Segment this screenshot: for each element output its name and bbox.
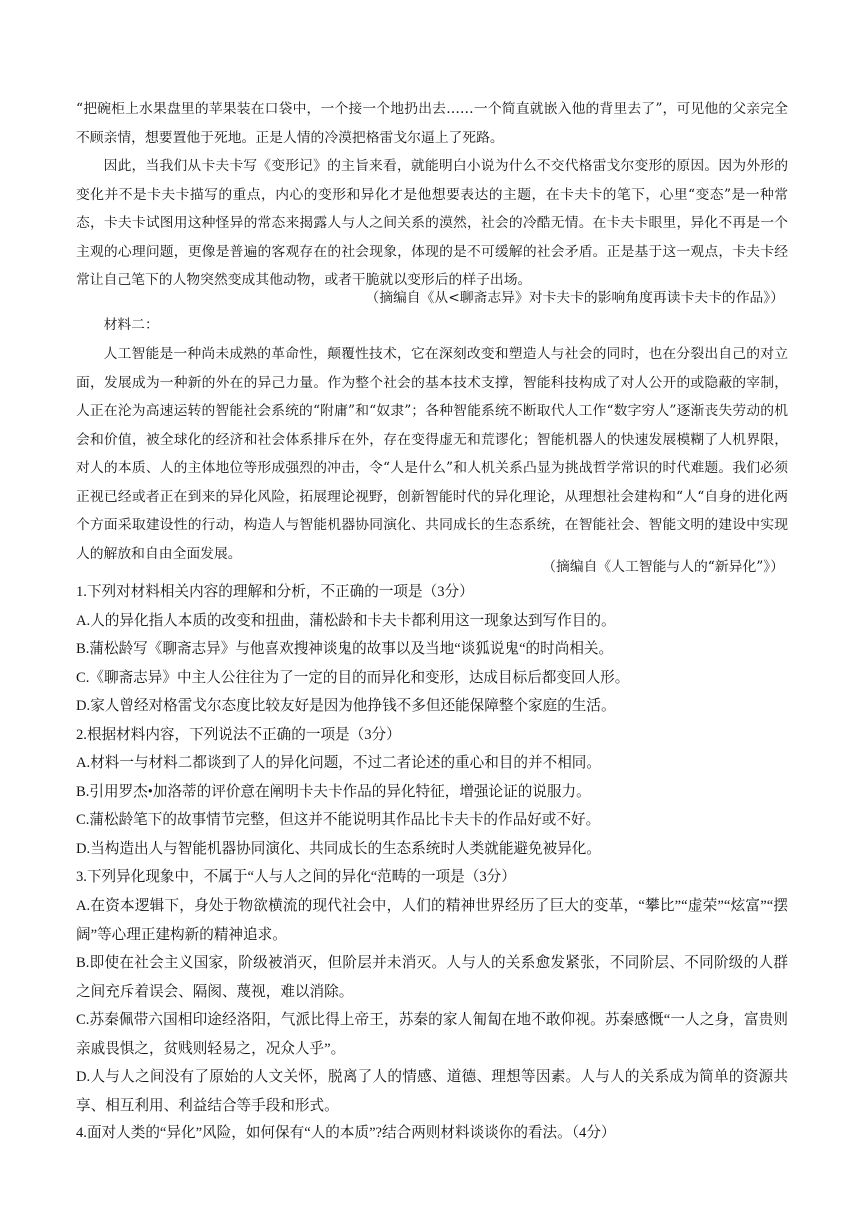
- question-1-option-d: D.家人曾经对格雷戈尔态度比较友好是因为他挣钱不多但还能保障整个家庭的生活。: [76, 698, 616, 714]
- material2-heading: 材料二：: [103, 317, 159, 333]
- question-3-stem: 3.下列异化现象中，不属于“人与人之间的异化“范畴的一项是（3分）: [76, 869, 516, 885]
- question-3-option-a: A.在资本逻辑下，身处于物欲横流的现代社会中，人们的精神世界经历了巨大的变革，“攀比”“虚荣”“炫富”“摆阔”等心理正建构新的精神追求。: [76, 898, 788, 943]
- material1-paragraph-conclusion: 因此，当我们从卡夫卡写《变形记》的主旨来看，就能明白小说为什么不交代格雷戈尔变形的原因。因为外形的变化并不是卡夫卡描写的重点，内心的变形和异化才是他想要表达的主题，在卡夫卡的笔下，心里“变态”是一种常态，卡夫卡试图用这种怪异的常态来揭露人与人之间关系的漠然，社会的冷酷无情。在卡夫卡眼里，异化不再是一个主观的心理问题，更像是普遍的客观存在的社会现象，体现的是不可缓解的社会矛盾。正是基于这一观点，卡夫卡经常让自己笔下的人物突然变成其他动物，或者干脆就以变形后的样子出场。: [76, 158, 788, 288]
- question-1-option-a: A.人的异化指人本质的改变和扭曲，蒲松龄和卡夫卡都利用这一现象达到写作目的。: [76, 613, 616, 629]
- question-1-option-c: C.《聊斋志异》中主人公往往为了一定的目的而异化和变形，达成目标后都变回人形。: [76, 670, 630, 686]
- question-1-option-b: B.蒲松龄写《聊斋志异》与他喜欢搜神谈鬼的故事以及当地“谈狐说鬼“的时尚相关。: [76, 641, 614, 657]
- question-2-option-b: B.引用罗杰•加洛蒂的评价意在阐明卡夫卡作品的异化特征，增强论证的说服力。: [76, 784, 591, 800]
- question-4-stem: 4.面对人类的“异化”风险，如何保有“人的本质”?结合两则材料谈谈你的看法。（4分）: [76, 1125, 616, 1141]
- question-1-stem: 1.下列对材料相关内容的理解和分析，不正确的一项是（3分）: [76, 584, 474, 600]
- question-3-option-d: D.人与人之间没有了原始的人文关怀，脱离了人的情感、道德、理想等因素。人与人的关系成为简单的资源共享、相互利用、利益结合等手段和形式。: [76, 1069, 788, 1114]
- question-3-option-b: B.即使在社会主义国家，阶级被消灭，但阶层并未消灭。人与人的关系愈发紧张，不同阶层、不同阶级的人群之间充斥着误会、隔阂、蔑视，难以消除。: [76, 955, 788, 1000]
- question-2-option-d: D.当构造出人与智能机器协同演化、共同成长的生态系统时人类就能避免被异化。: [76, 841, 601, 857]
- question-2-option-a: A.材料一与材料二都谈到了人的异化问题，不过二者论述的重心和目的并不相同。: [76, 755, 601, 771]
- material1-source: （摘编自《从<聊斋志异》对卡夫卡的影响角度再读卡夫卡的作品》）: [365, 290, 784, 306]
- question-2-option-c: C.蒲松龄笔下的故事情节完整，但这并不能说明其作品比卡夫卡的作品好或不好。: [76, 812, 601, 828]
- material1-paragraph-quote: “把碗柜上水果盘里的苹果装在口袋中，一个接一个地扔出去……一个简直就嵌入他的背里去了”，可见他的父亲完全不顾亲情，想要置他于死地。正是人情的冷漠把格雷戈尔逼上了死路。: [76, 101, 788, 146]
- material2-source: （摘编自《人工智能与人的“新异化”》）: [542, 559, 784, 575]
- material2-paragraph: 人工智能是一种尚未成熟的革命性，颠覆性技术，它在深刻改变和塑造人与社会的同时，也在分裂出自己的对立面，发展成为一种新的外在的异己力量。作为整个社会的基本技术支撑，智能科技构成了对人公开的或隐蔽的宰制，人正在沦为高速运转的智能社会系统的“附庸”和“奴隶”；各种智能系统不断取代人工作“数字穷人”逐渐丧失劳动的机会和价值，被全球化的经济和社会体系排斥在外，存在变得虚无和荒谬化；智能机器人的快速发展模糊了人机界限，对人的本质、人的主体地位等形成强烈的冲击，令“人是什么”和人机关系凸显为挑战哲学常识的时代难题。我们必须正视已经或者正在到来的异化风险，拓展理论视野，创新智能时代的异化理论，从理想社会建构和“人“自身的进化两个方面采取建设性的行动，构造人与智能机器协同演化、共同成长的生态系统，在智能社会、智能文明的建设中实现人的解放和自由全面发展。: [76, 346, 788, 562]
- question-3-option-c: C.苏秦佩带六国相印途经洛阳，气派比得上帝王，苏秦的家人匍匐在地不敢仰视。苏秦感慨“一人之身，富贵则亲戚畏惧之，贫贱则轻易之，况众人乎”。: [76, 1012, 788, 1057]
- question-2-stem: 2.根据材料内容，下列说法不正确的一项是（3分）: [76, 727, 401, 743]
